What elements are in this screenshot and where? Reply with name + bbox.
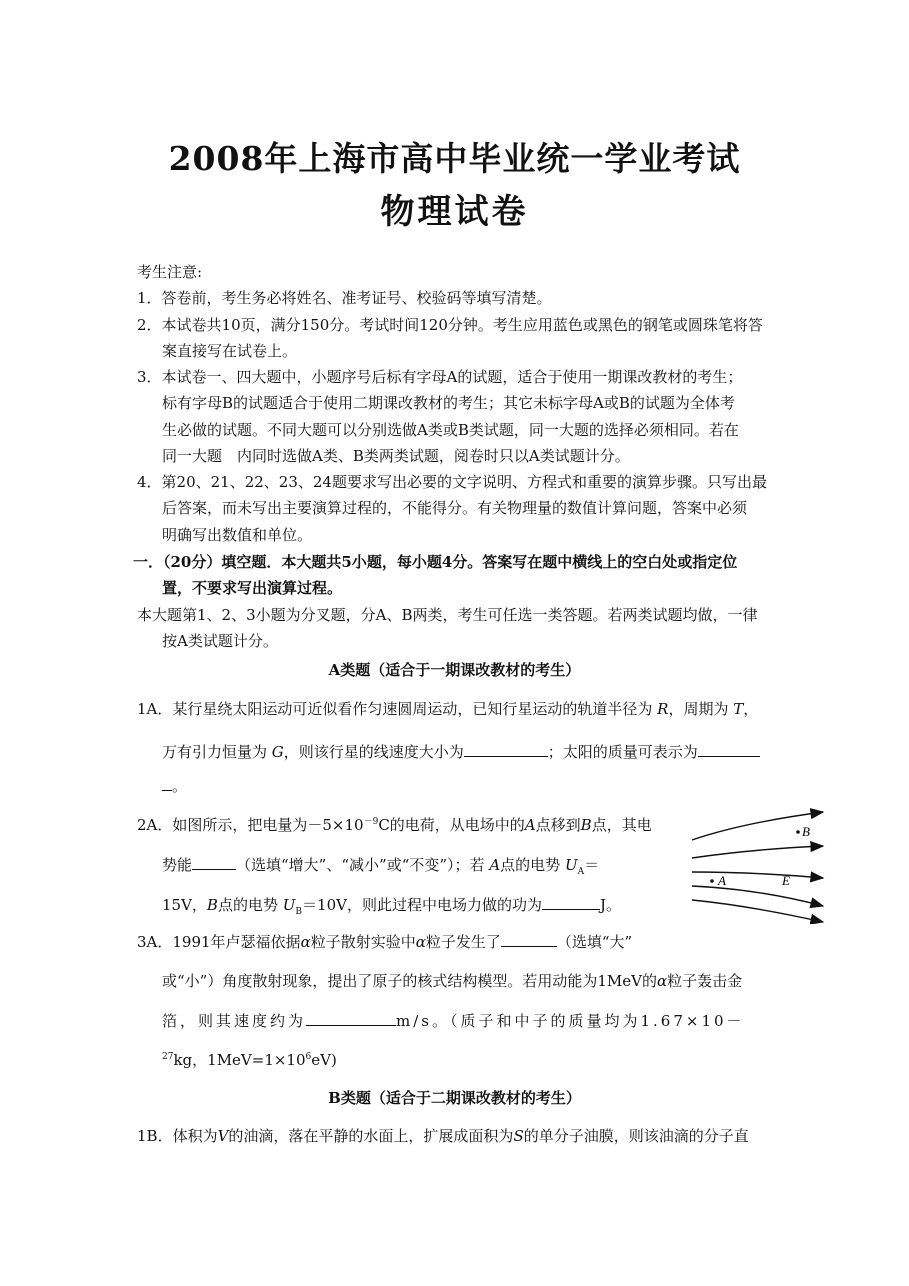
- answer-blank[interactable]: [192, 855, 236, 870]
- field-line: [692, 886, 823, 906]
- question-1b-line-1: 1B．体积为V的油滴，落在平静的水面上，扩展成面积为S的单分子油膜，则该油滴的分子直: [137, 1127, 749, 1145]
- question-3a-line-4: $^{27}$kg，$1MeV=1\times 10^6eV$): [162, 1051, 337, 1069]
- question-3a-line-2: 或“小”）角度散射现象，提出了原子的核式结构模型。若用动能为1MeV的α粒子轰击金: [162, 972, 743, 990]
- field-e-label: E: [782, 873, 790, 888]
- point-b-label: B: [802, 824, 810, 839]
- notice-item-1: 1．答卷前，考生务必将姓名、准考证号、校验码等填写清楚。: [137, 289, 552, 307]
- question-1a-line-2: 万有引力恒量为 G，则该行星的线速度大小为 ；太阳的质量可表示为: [162, 742, 760, 762]
- exam-title: 2008年上海市高中毕业统一学业考试: [168, 139, 741, 178]
- notice-item-3-cont-1: 标有字母B的试题适合于使用二期课改教材的考生；其它未标字母A或B的试题为全体考: [162, 394, 735, 412]
- question-2a-line-2: 势能 （选填“增大”、“减小”或“不变”）；若 A点的电势 $U_A=$: [162, 856, 600, 877]
- field-line: [692, 846, 823, 858]
- section-intro: 本大题第1、2、3小题为分叉题，分A、B两类，考生可任选一类答题。若两类试题均做，一律: [137, 606, 758, 624]
- notice-item-3-cont-3: 同一大题 内同时选做A类、B类两类试题，阅卷时只以A类试题计分。: [162, 447, 630, 465]
- question-2a-line-3: 15V，B点的电势 $U_B=10V$，则此过程中电场力做的功为 J。: [162, 896, 621, 917]
- group-b-title: B类题（适合于二期课改教材的考生）: [328, 1089, 581, 1107]
- group-a-title: A类题（适合于一期课改教材的考生）: [328, 661, 581, 679]
- answer-blank[interactable]: [306, 1011, 396, 1026]
- notice-item-2-cont: 案直接写在试卷上。: [162, 342, 298, 360]
- question-1a-line-1: 1A．某行星绕太阳运动可近似看作匀速圆周运动，已知行星运动的轨道半径为 R，周期为 T，: [137, 700, 759, 718]
- point-a-label: A: [718, 873, 726, 888]
- field-line: [692, 872, 823, 878]
- answer-blank[interactable]: [162, 776, 172, 791]
- notice-item-4: 4．第20、21、22、23、24题要求写出必要的文字说明、方程式和重要的演算步骤。只写出最: [137, 473, 767, 491]
- notice-heading: 考生注意:: [137, 263, 203, 281]
- question-3a-line-1: 3A．1991年卢瑟福依据α粒子散射实验中α粒子发生了 （选填“大”: [137, 933, 633, 951]
- section-intro-cont: 按A类试题计分。: [162, 632, 278, 650]
- notice-item-4-cont-2: 明确写出数值和单位。: [162, 526, 313, 544]
- notice-item-4-cont-1: 后答案，而未写出主要演算过程的，不能得分。有关物理量的数值计算问题，答案中必须: [162, 499, 748, 517]
- field-line: [692, 900, 823, 922]
- question-3a-line-3: 箔，则其速度约为 m/s。（质子和中子的质量均为1.67×10－: [162, 1012, 745, 1030]
- notice-item-3-cont-2: 生必做的试题。不同大题可以分别选做A类或B类试题，同一大题的选择必须相同。若在: [162, 421, 739, 439]
- point-b-dot: [796, 830, 800, 834]
- point-a-dot: [710, 879, 714, 883]
- answer-blank[interactable]: [542, 895, 600, 910]
- section-heading-cont: 置，不要求写出演算过程。: [162, 579, 343, 597]
- section-heading: 一．（20分）填空题．本大题共5小题，每小题4分。答案写在题中横线上的空白处或指定位: [133, 553, 738, 571]
- electric-field-figure: [688, 808, 830, 924]
- question-2a-line-1: 2A．如图所示，把电量为$-5\times 10^{-9}C$的电荷，从电场中的A点移到B点，其电: [137, 816, 652, 834]
- notice-item-2: 2．本试卷共10页，满分150分。考试时间120分钟。考生应用蓝色或黑色的钢笔或圆珠笔将答: [137, 316, 763, 334]
- answer-blank[interactable]: [464, 742, 548, 757]
- question-1a-line-3: 。: [162, 776, 187, 796]
- answer-blank[interactable]: [698, 742, 760, 757]
- notice-item-3: 3．本试卷一、四大题中，小题序号后标有字母A的试题，适合于使用一期课改教材的考生；: [137, 368, 743, 386]
- answer-blank[interactable]: [501, 932, 557, 947]
- exam-subtitle: 物理试卷: [380, 192, 529, 232]
